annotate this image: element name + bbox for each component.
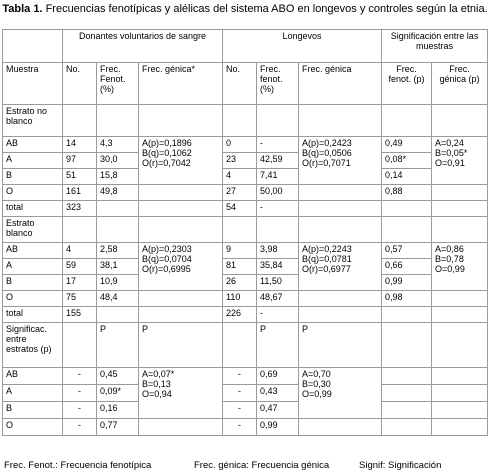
table-row — [3, 243, 488, 259]
total-row — [3, 307, 488, 323]
row-label: A — [3, 259, 63, 275]
cell-freq: 4,3 — [97, 137, 139, 153]
row-label: O — [3, 185, 63, 201]
row-label: O — [3, 291, 63, 307]
gene-p: A=0,86 B=0,78 O=0,99 — [432, 243, 488, 291]
header-frec-fenot-p: Frec. fenot. (p) — [382, 63, 432, 105]
column-header-row — [3, 63, 488, 105]
gene-p-longevos: A=0,70 B=0,30 O=0,99 — [299, 368, 382, 419]
corner-cell — [3, 30, 63, 63]
cell-p: 0,77 — [97, 419, 139, 436]
total-dash: - — [257, 307, 299, 323]
cell-n: - — [223, 402, 257, 419]
row-label: AB — [3, 137, 63, 153]
row-label: O — [3, 419, 63, 436]
cell-p: 0,16 — [97, 402, 139, 419]
footnote-fenot: Frec. Fenot.: Frecuencia fenotípica — [4, 460, 152, 471]
total-longevos: 226 — [223, 307, 257, 323]
cell-freq: 30,0 — [97, 153, 139, 169]
row-label: B — [3, 402, 63, 419]
gene-p-donantes: A=0,07* B=0,13 O=0,94 — [139, 368, 223, 419]
cell-p: 0,99 — [257, 419, 299, 436]
gene-freq-donantes: A(p)=0,1896 B(q)=0,1062 O(r)=0,7042 — [139, 137, 223, 185]
cell-p: 0,99 — [382, 275, 432, 291]
cell-n: 14 — [63, 137, 97, 153]
header-no: No. — [63, 63, 97, 105]
table-row — [3, 291, 488, 307]
cell-n: 97 — [63, 153, 97, 169]
row-label: A — [3, 153, 63, 169]
p-label: P — [139, 323, 223, 368]
p-label: P — [97, 323, 139, 368]
cell-n: - — [223, 385, 257, 402]
section-label: Estrato blanco — [3, 217, 63, 243]
cell-p: 0,98 — [382, 291, 432, 307]
table-row — [3, 402, 488, 419]
cell-n: 9 — [223, 243, 257, 259]
cell-n: - — [223, 368, 257, 385]
header-no-longevos: No. — [223, 63, 257, 105]
header-frec-genica-p: Frec. génica (p) — [432, 63, 488, 105]
group-significacion: Significación entre las muestras — [382, 30, 488, 63]
table-row — [3, 275, 488, 291]
cell-freq: 10,9 — [97, 275, 139, 291]
gene-freq-donantes: A(p)=0,2303 B(q)=0,0704 O(r)=0,6995 — [139, 243, 223, 291]
cell-p: 0,14 — [382, 169, 432, 185]
cell-n: - — [63, 368, 97, 385]
cell-n: 26 — [223, 275, 257, 291]
table-row — [3, 153, 488, 169]
table-row — [3, 169, 488, 185]
total-donantes: 155 — [63, 307, 97, 323]
cell-n: 4 — [63, 243, 97, 259]
table-row — [3, 185, 488, 201]
significance-header-row — [3, 323, 488, 368]
group-header-row — [3, 30, 488, 63]
row-label: B — [3, 275, 63, 291]
cell-n: 0 — [223, 137, 257, 153]
section-label: Estrato no blanco — [3, 105, 63, 137]
table-row — [3, 419, 488, 436]
row-label: B — [3, 169, 63, 185]
table-footnote — [4, 460, 490, 471]
cell-n: - — [63, 385, 97, 402]
cell-freq: 38,1 — [97, 259, 139, 275]
cell-p: 0,45 — [97, 368, 139, 385]
section-row-blanco — [3, 217, 488, 243]
gene-freq-longevos: A(p)=0,2243 B(q)=0,0781 O(r)=0,6977 — [299, 243, 382, 291]
cell-freq: 48,67 — [257, 291, 299, 307]
footnote-genica: Frec. génica: Frecuencia génica — [194, 460, 330, 471]
table-title-text: Frecuencias fenotípicas y alélicas del sistema ABO en longevos y controles según la etnia. — [45, 3, 488, 15]
row-label: A — [3, 385, 63, 402]
total-label: total — [3, 201, 63, 217]
abo-frequency-table — [2, 29, 488, 436]
cell-n: - — [223, 419, 257, 436]
cell-n: 81 — [223, 259, 257, 275]
gene-freq-longevos: A(p)=0,2423 B(q)=0,0506 O(r)=0,7071 — [299, 137, 382, 185]
cell-n: 75 — [63, 291, 97, 307]
cell-freq: 3,98 — [257, 243, 299, 259]
cell-p: 0,57 — [382, 243, 432, 259]
p-label: P — [257, 323, 299, 368]
cell-freq: 7,41 — [257, 169, 299, 185]
cell-freq: 49,8 — [97, 185, 139, 201]
cell-p: 0,08* — [382, 153, 432, 169]
cell-freq: 15,8 — [97, 169, 139, 185]
header-frec-genica: Frec. génica* — [139, 63, 223, 105]
cell-p: 0,47 — [257, 402, 299, 419]
cell-freq: - — [257, 137, 299, 153]
cell-freq: 2,58 — [97, 243, 139, 259]
total-dash: - — [257, 201, 299, 217]
table-row — [3, 137, 488, 153]
cell-p: 0,88 — [382, 185, 432, 201]
total-longevos: 54 — [223, 201, 257, 217]
total-row — [3, 201, 488, 217]
cell-n: 59 — [63, 259, 97, 275]
cell-p: 0,66 — [382, 259, 432, 275]
table-row — [3, 368, 488, 385]
table-row — [3, 259, 488, 275]
cell-n: 110 — [223, 291, 257, 307]
total-donantes: 323 — [63, 201, 97, 217]
footnote-signif: Signif: Significación — [359, 460, 442, 471]
cell-p: 0,69 — [257, 368, 299, 385]
p-label: P — [299, 323, 382, 368]
cell-freq: 50,00 — [257, 185, 299, 201]
cell-freq: 48,4 — [97, 291, 139, 307]
cell-p: 0,43 — [257, 385, 299, 402]
table-title — [0, 3, 490, 15]
cell-n: 4 — [223, 169, 257, 185]
header-frec-genica-longevos: Frec. génica — [299, 63, 382, 105]
cell-p: 0,49 — [382, 137, 432, 153]
cell-n: 23 — [223, 153, 257, 169]
header-muestra: Muestra — [3, 63, 63, 105]
cell-n: - — [63, 419, 97, 436]
cell-n: - — [63, 402, 97, 419]
cell-n: 17 — [63, 275, 97, 291]
group-donantes: Donantes voluntarios de sangre — [63, 30, 223, 63]
table-title-number: Tabla 1. — [2, 3, 43, 15]
cell-p: 0,09* — [97, 385, 139, 402]
cell-freq: 35,84 — [257, 259, 299, 275]
header-frec-fenot: Frec. Fenot. (%) — [97, 63, 139, 105]
row-label: AB — [3, 243, 63, 259]
gene-p: A=0,24 B=0,05* O=0,91 — [432, 137, 488, 185]
cell-freq: 11,50 — [257, 275, 299, 291]
significance-label: Significac. entre estratos (p) — [3, 323, 63, 368]
cell-freq: 42,59 — [257, 153, 299, 169]
row-label: AB — [3, 368, 63, 385]
cell-n: 161 — [63, 185, 97, 201]
total-label: total — [3, 307, 63, 323]
group-longevos: Longevos — [223, 30, 382, 63]
cell-n: 27 — [223, 185, 257, 201]
header-frec-fenot-longevos: Frec. fenot. (%) — [257, 63, 299, 105]
cell-n: 51 — [63, 169, 97, 185]
section-row-no-blanco — [3, 105, 488, 137]
table-row — [3, 385, 488, 402]
